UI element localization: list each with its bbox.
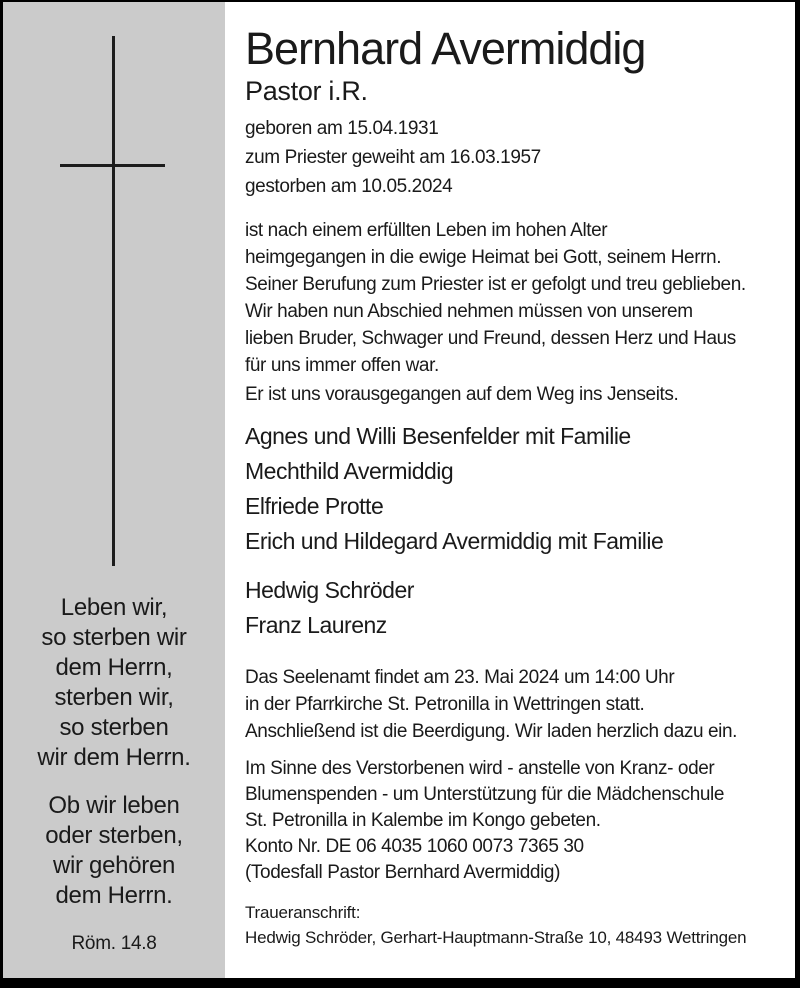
- bible-quote: [3, 593, 225, 956]
- intro-paragraph: [245, 217, 775, 379]
- service-line: Das Seelenamt findet am 23. Mai 2024 um 14:00 Uhr: [245, 667, 675, 688]
- quote-line: so sterben wir: [41, 624, 187, 651]
- ordination-date-line: zum Priester geweiht am 16.03.1957: [245, 147, 541, 168]
- service-line: in der Pfarrkirche St. Petronilla in Wettringen statt.: [245, 694, 645, 715]
- donation-line: Im Sinne des Verstorbenen wird - anstelle von Kranz- oder: [245, 758, 715, 779]
- donation-paragraph: [245, 756, 775, 886]
- birth-date-line: geboren am 15.04.1931: [245, 118, 439, 139]
- cross-horizontal-bar: [60, 164, 165, 167]
- quote-line: wir dem Herrn.: [37, 744, 191, 771]
- mourner-name: Agnes und Willi Besenfelder mit Familie: [245, 423, 631, 449]
- quote-line: sterben wir,: [54, 684, 174, 711]
- intro-line: Wir haben nun Abschied nehmen müssen von unserem: [245, 301, 693, 322]
- mourner-name: Franz Laurenz: [245, 612, 387, 638]
- bible-citation: Röm. 14.8: [71, 933, 157, 954]
- mourner-name: Mechthild Avermiddig: [245, 458, 454, 484]
- quote-line: oder sterben,: [45, 822, 183, 849]
- intro-line: ist nach einem erfüllten Leben im hohen Alter: [245, 220, 608, 241]
- life-dates: [245, 114, 775, 201]
- donation-reference-line: (Todesfall Pastor Bernhard Avermiddig): [245, 862, 560, 883]
- mourning-address-label: Traueranschrift:: [245, 903, 361, 922]
- intro-line: lieben Bruder, Schwager und Freund, dessen Herz und Haus: [245, 328, 736, 349]
- quote-line: dem Herrn,: [55, 654, 173, 681]
- mourners-group-1: [245, 419, 775, 559]
- latin-cross-icon: [3, 2, 225, 572]
- funeral-service-paragraph: [245, 664, 775, 745]
- bible-quote-stanza-2: [3, 791, 225, 911]
- mourner-name: Elfriede Protte: [245, 493, 384, 519]
- notice-body: [225, 2, 795, 978]
- donation-line: St. Petronilla in Kalembe im Kongo gebeten.: [245, 810, 601, 831]
- mourning-address-block: [245, 900, 775, 950]
- intro-line: Seiner Berufung zum Priester ist er gefolgt und treu geblieben.: [245, 274, 746, 295]
- cross-vertical-bar: [112, 36, 115, 566]
- intro-line: heimgegangen in die ewige Heimat bei Gott, seinem Herrn.: [245, 247, 722, 268]
- account-number-line: Konto Nr. DE 06 4035 1060 0073 7365 30: [245, 836, 584, 857]
- mourning-address-line: Hedwig Schröder, Gerhart-Hauptmann-Straße 10, 48493 Wettringen: [245, 928, 747, 947]
- quote-line: Ob wir leben: [48, 792, 180, 819]
- quote-line: so sterben: [59, 714, 169, 741]
- bible-quote-stanza-1: [3, 593, 225, 773]
- mourners-group-2: [245, 573, 775, 643]
- quote-line: dem Herrn.: [55, 882, 173, 909]
- quote-line: Leben wir,: [60, 594, 168, 621]
- intro-line: für uns immer offen war.: [245, 355, 439, 376]
- deceased-role: Pastor i.R.: [245, 76, 368, 106]
- death-date-line: gestorben am 10.05.2024: [245, 176, 453, 197]
- service-line: Anschließend ist die Beerdigung. Wir laden herzlich dazu ein.: [245, 721, 738, 742]
- deceased-name: Bernhard Avermiddig: [245, 23, 646, 74]
- quote-line: wir gehören: [52, 852, 176, 879]
- farewell-sentence: Er ist uns vorausgegangen auf dem Weg ins Jenseits.: [245, 384, 679, 405]
- sidebar-panel: [3, 2, 225, 978]
- mourner-name: Hedwig Schröder: [245, 577, 414, 603]
- donation-line: Blumenspenden - um Unterstützung für die Mädchenschule: [245, 784, 725, 805]
- mourner-name: Erich und Hildegard Avermiddig mit Familie: [245, 528, 664, 554]
